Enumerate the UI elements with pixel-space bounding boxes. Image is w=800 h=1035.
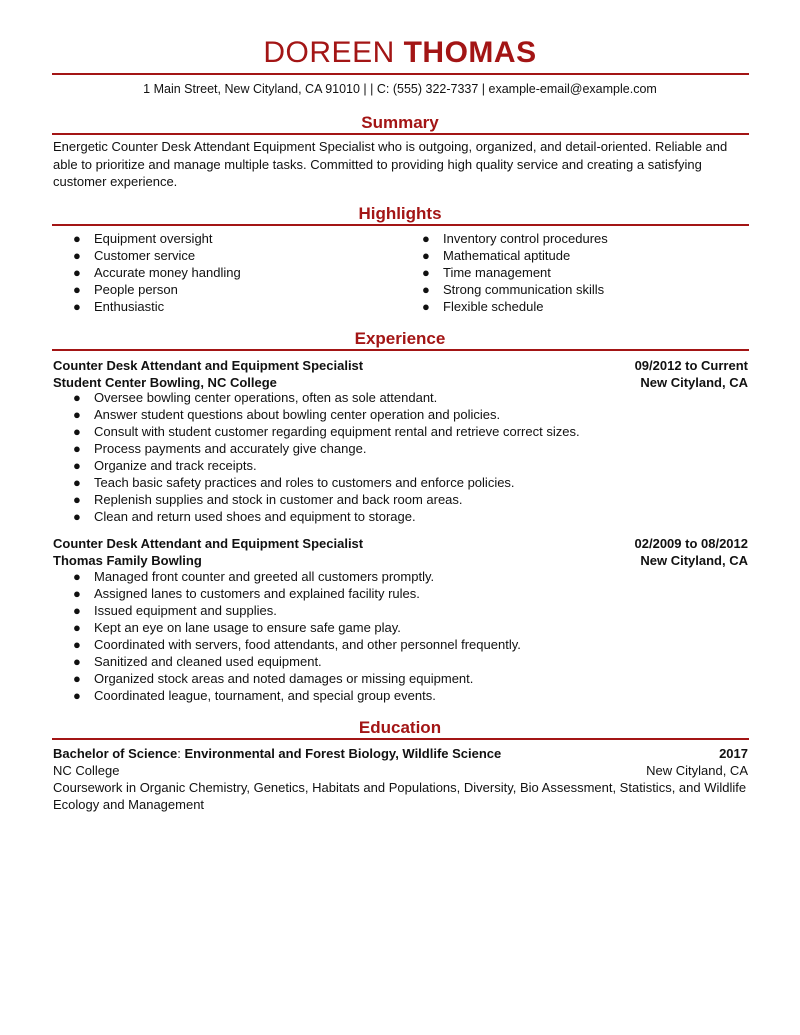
job-company: Thomas Family Bowling xyxy=(53,553,202,568)
list-item: ● Teach basic safety practices and roles to customers and enforce policies. xyxy=(73,475,515,490)
list-item: ● Consult with student customer regarding equipment rental and retrieve correct sizes. xyxy=(73,424,580,439)
bullet-icon: ● xyxy=(422,248,430,263)
highlight-item: ● Time management xyxy=(422,265,551,280)
bullet-icon: ● xyxy=(73,265,81,280)
degree-field: Environmental and Forest Biology, Wildlife Science xyxy=(184,746,502,761)
header-divider xyxy=(52,73,749,75)
list-item: ● Oversee bowling center operations, often as sole attendant. xyxy=(73,390,438,405)
last-name: THOMAS xyxy=(403,36,537,69)
highlight-item: ● Mathematical aptitude xyxy=(422,248,571,263)
job-duties-list xyxy=(53,389,753,525)
contact-line: 1 Main Street, New Cityland, CA 91010 | | C: (555) 322-7337 | example-email@example.com xyxy=(143,82,657,96)
bullet-icon: ● xyxy=(73,637,81,652)
bullet-icon: ● xyxy=(73,688,81,703)
bullet-icon: ● xyxy=(422,299,430,314)
school-name: NC College xyxy=(53,763,120,778)
highlights-heading: Highlights xyxy=(358,204,442,223)
experience-heading: Experience xyxy=(354,329,446,348)
first-name: DOREEN xyxy=(263,36,395,69)
education-degree-row: Bachelor of Science: Environmental and Forest Biology, Wildlife Science 2017 xyxy=(53,746,748,761)
bullet-icon: ● xyxy=(73,458,81,473)
list-item: ● Coordinated with servers, food attendants, and other personnel frequently. xyxy=(73,637,521,652)
list-item: ● Answer student questions about bowling center operation and policies. xyxy=(73,407,501,422)
highlight-item: ● Accurate money handling xyxy=(73,265,241,280)
job-title: Counter Desk Attendant and Equipment Specialist xyxy=(53,358,364,373)
job-title: Counter Desk Attendant and Equipment Specialist xyxy=(53,536,364,551)
job-location: New Cityland, CA xyxy=(640,553,748,568)
bullet-icon: ● xyxy=(73,231,81,246)
highlights-right-list xyxy=(402,230,608,315)
bullet-icon: ● xyxy=(73,441,81,456)
list-item: ● Clean and return used shoes and equipment to storage. xyxy=(73,509,416,524)
bullet-icon: ● xyxy=(73,569,81,584)
list-item: ● Replenish supplies and stock in customer and back room areas. xyxy=(73,492,463,507)
bullet-icon: ● xyxy=(422,265,430,280)
school-location: New Cityland, CA xyxy=(646,763,748,778)
list-item: ● Organized stock areas and noted damages or missing equipment. xyxy=(73,671,474,686)
bullet-icon: ● xyxy=(73,282,81,297)
bullet-icon: ● xyxy=(73,248,81,263)
highlight-item: ● Enthusiastic xyxy=(73,299,165,314)
highlight-item: ● Inventory control procedures xyxy=(422,231,608,246)
degree: Bachelor of Science xyxy=(53,746,178,761)
bullet-icon: ● xyxy=(73,475,81,490)
list-item: ● Coordinated league, tournament, and special group events. xyxy=(73,688,436,703)
job-company-row xyxy=(53,552,748,569)
job-company: Student Center Bowling, NC College xyxy=(53,375,277,390)
education-divider xyxy=(52,738,749,740)
summary-heading: Summary xyxy=(361,113,439,132)
education-heading: Education xyxy=(358,718,442,737)
job-dates: 02/2009 to 08/2012 xyxy=(634,536,748,551)
bullet-icon: ● xyxy=(422,231,430,246)
bullet-icon: ● xyxy=(422,282,430,297)
experience-divider xyxy=(52,349,749,351)
highlight-item: ● Strong communication skills xyxy=(422,282,605,297)
highlight-item: ● Equipment oversight xyxy=(73,231,213,246)
bullet-icon: ● xyxy=(73,586,81,601)
highlight-item: ● People person xyxy=(73,282,178,297)
list-item: ● Assigned lanes to customers and explained facility rules. xyxy=(73,586,420,601)
bullet-icon: ● xyxy=(73,407,81,422)
list-item: ● Kept an eye on lane usage to ensure safe game play. xyxy=(73,620,401,635)
highlight-item: ● Customer service xyxy=(73,248,196,263)
bullet-icon: ● xyxy=(73,509,81,524)
job-title-row xyxy=(53,535,748,552)
job-duties-list xyxy=(53,568,753,704)
job-location: New Cityland, CA xyxy=(640,375,748,390)
bullet-icon: ● xyxy=(73,654,81,669)
education-school-row xyxy=(53,762,748,779)
highlights-left-list xyxy=(53,230,241,315)
summary-divider xyxy=(52,133,749,135)
bullet-icon: ● xyxy=(73,603,81,618)
bullet-icon: ● xyxy=(73,390,81,405)
bullet-icon: ● xyxy=(73,424,81,439)
bullet-icon: ● xyxy=(73,299,81,314)
bullet-icon: ● xyxy=(73,620,81,635)
highlight-item: ● Flexible schedule xyxy=(422,299,544,314)
graduation-year: 2017 xyxy=(719,746,748,761)
list-item: ● Issued equipment and supplies. xyxy=(73,603,277,618)
coursework-text: Coursework in Organic Chemistry, Genetics, Habitats and Populations, Diversity, Bio Assessment, Statistics, and Wildlife Ecology and Management xyxy=(53,780,747,812)
list-item: ● Process payments and accurately give change. xyxy=(73,441,367,456)
highlights-divider xyxy=(52,224,749,226)
list-item: ● Organize and track receipts. xyxy=(73,458,257,473)
list-item: ● Sanitized and cleaned used equipment. xyxy=(73,654,322,669)
bullet-icon: ● xyxy=(73,492,81,507)
bullet-icon: ● xyxy=(73,671,81,686)
summary-text: Energetic Counter Desk Attendant Equipment Specialist who is outgoing, organized, and detail-oriented. Reliable and able to prioritize and manage multiple tasks. Committed to providing high quality service and creating a satisfying customer experience. xyxy=(53,139,728,189)
job-title-row xyxy=(53,357,748,374)
list-item: ● Managed front counter and greeted all customers promptly. xyxy=(73,569,435,584)
job-dates: 09/2012 to Current xyxy=(634,358,748,373)
candidate-name xyxy=(0,36,800,70)
